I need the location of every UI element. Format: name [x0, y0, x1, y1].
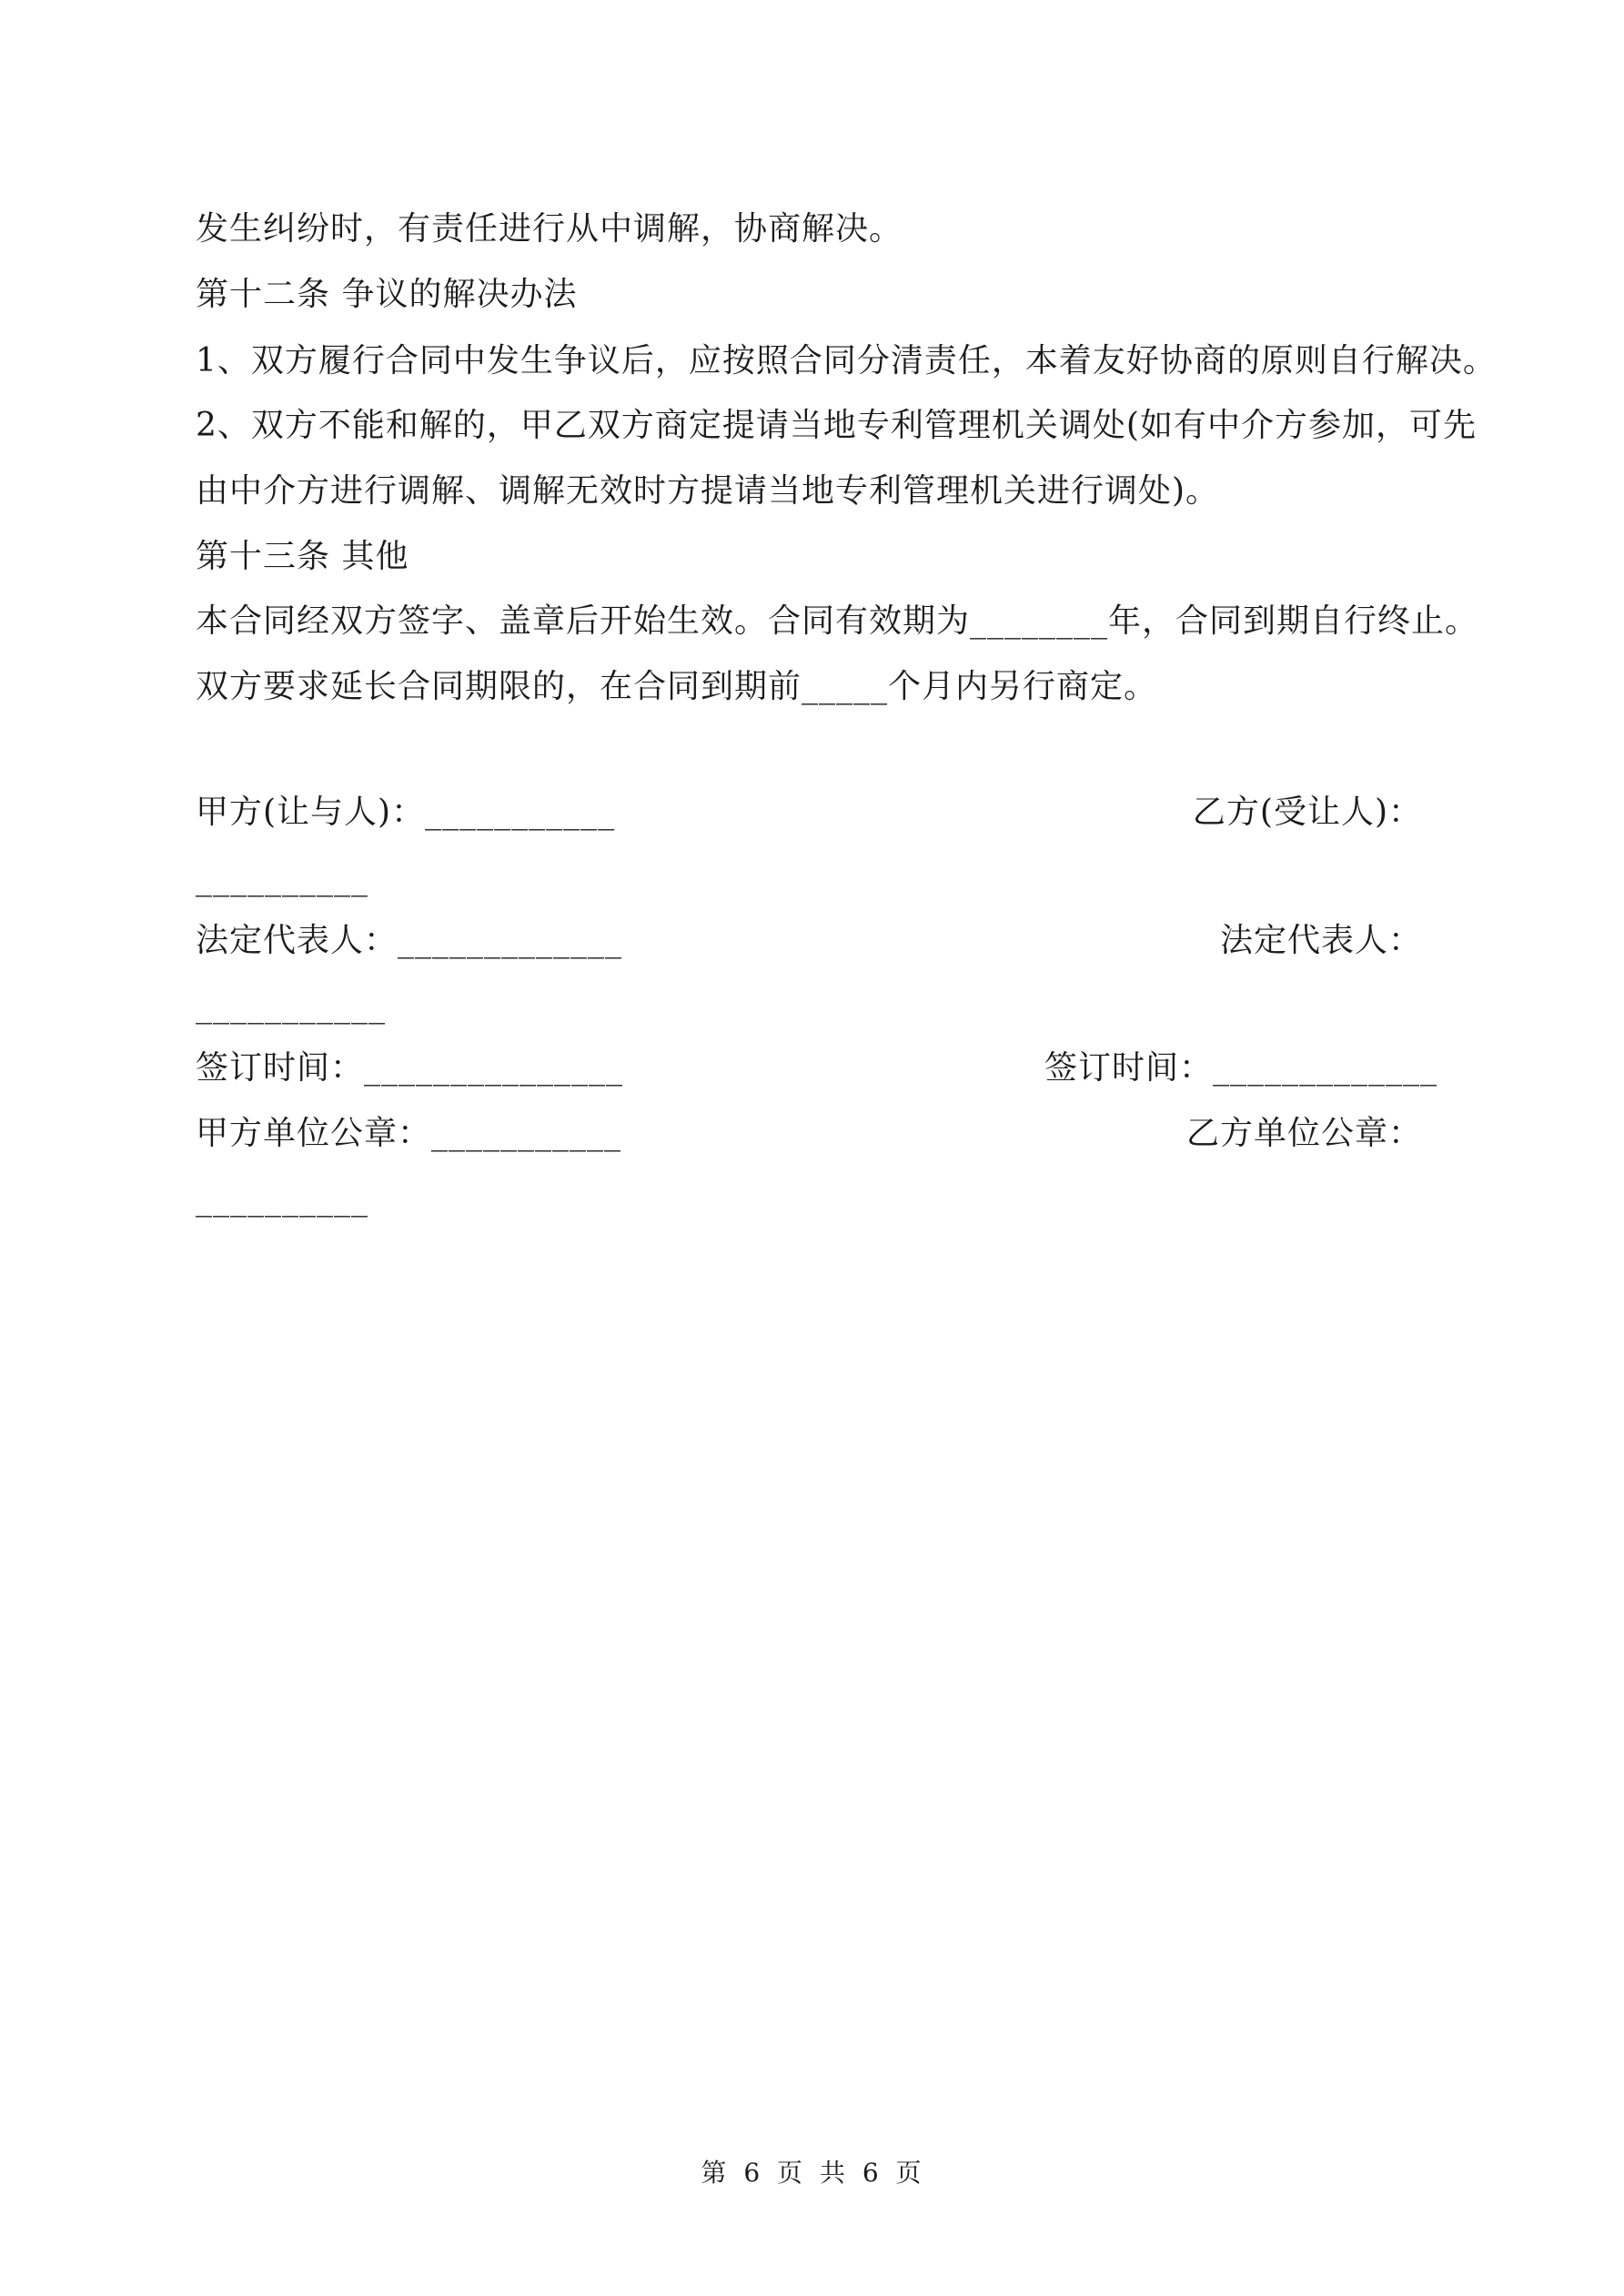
body-line: 双方要求延长合同期限的，在合同到期前_____个月内另行商定。 [196, 668, 1158, 705]
party-b-blank: __________ [196, 860, 368, 897]
seal-b-blank: __________ [196, 1180, 368, 1218]
section-heading-13: 第十三条 其他 [196, 538, 409, 575]
rep-b-blank: ___________ [196, 987, 386, 1025]
party-b-label: 乙方(受让人)： [1192, 794, 1422, 831]
date-a-label: 签订时间：_______________ [196, 1049, 624, 1087]
rep-a-label: 法定代表人：_____________ [196, 922, 623, 959]
date-b-label: 签订时间：_____________ [1044, 1049, 1437, 1087]
body-line: 2、双方不能和解的，甲乙双方商定提请当地专利管理机关调处(如有中介方参加，可先 [196, 407, 1477, 444]
body-line: 发生纠纷时，有责任进行从中调解，协商解决。 [196, 210, 903, 248]
page-number-footer: 第 6 页 共 6 页 [701, 2158, 923, 2188]
seal-a-label: 甲方单位公章：___________ [196, 1115, 622, 1152]
seal-b-label: 乙方单位公章： [1185, 1115, 1422, 1152]
rep-b-label: 法定代表人： [1219, 922, 1422, 959]
body-line: 由中介方进行调解、调解无效时方提请当地专利管理机关进行调处)。 [196, 472, 1220, 510]
body-line: 本合同经双方签字、盖章后开始生效。合同有效期为________年，合同到期自行终止。 [196, 602, 1479, 640]
section-heading-12: 第十二条 争议的解决办法 [196, 276, 578, 313]
body-line: 1、双方履行合同中发生争议后，应按照合同分清责任，本着友好协商的原则自行解决。 [196, 342, 1497, 379]
party-a-label: 甲方(让与人)：___________ [196, 794, 616, 831]
